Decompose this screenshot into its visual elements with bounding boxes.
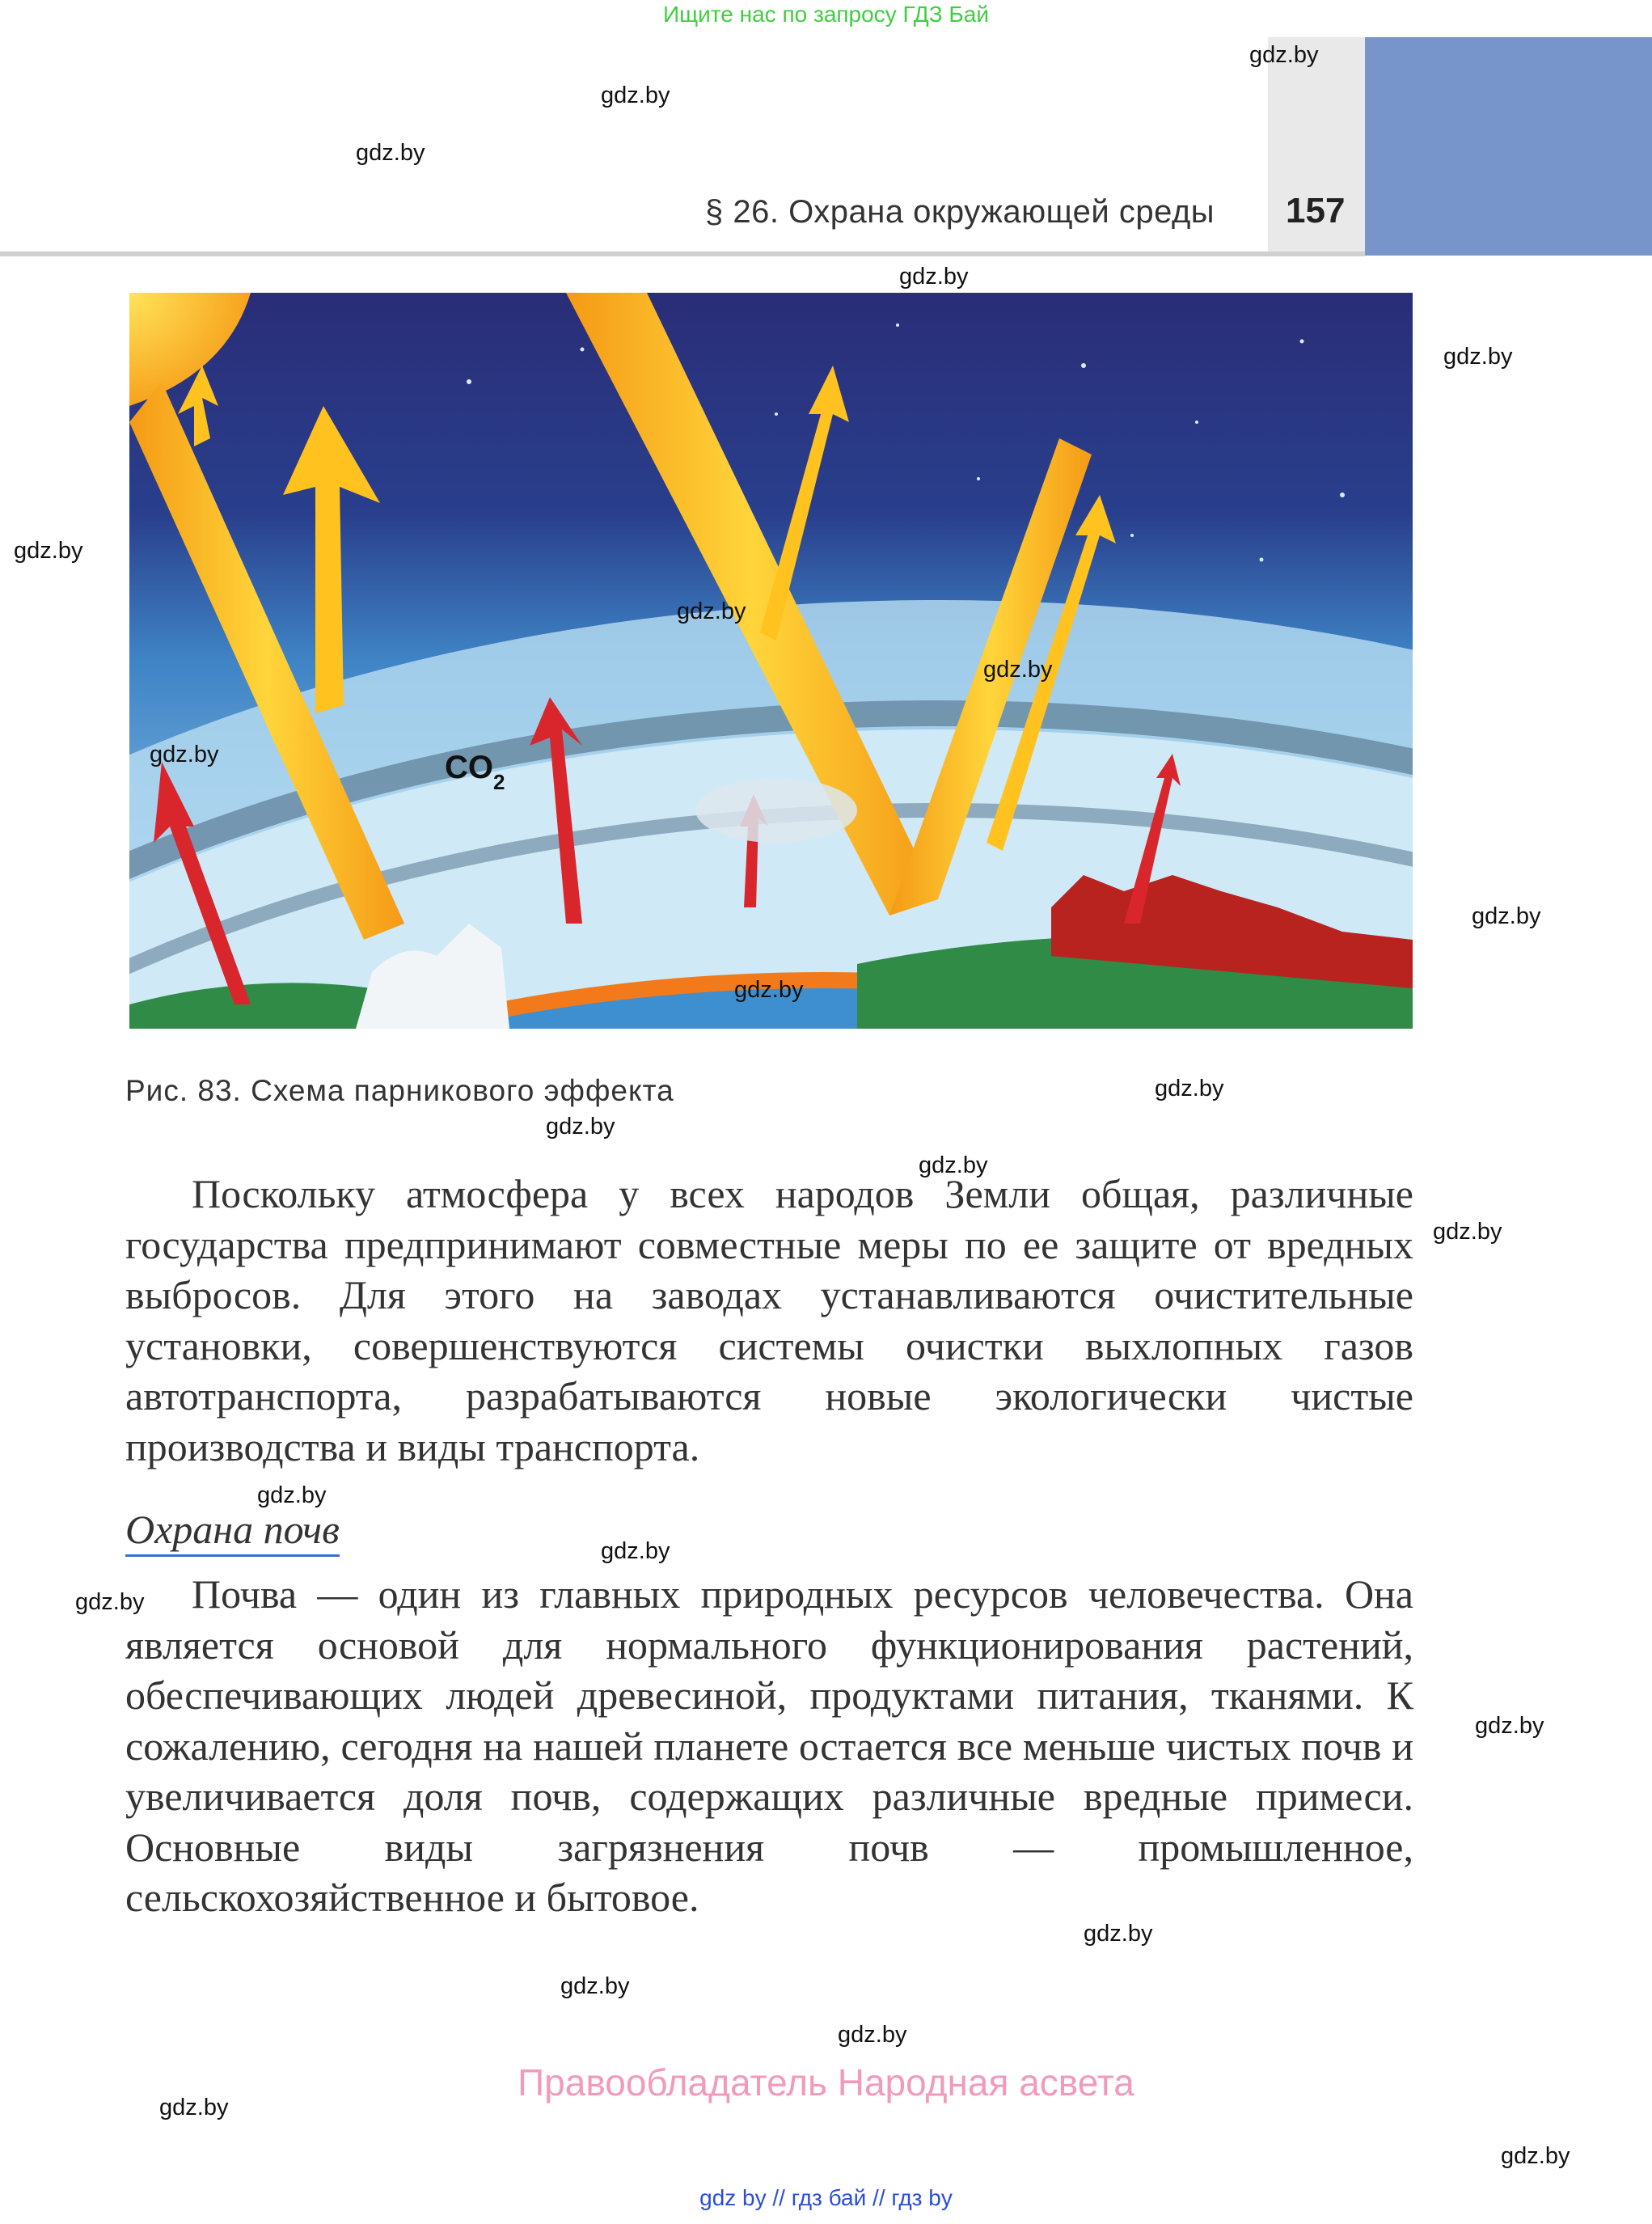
greenhouse-effect-figure <box>129 293 1413 1029</box>
copyright-notice: Правообладатель Народная асвета <box>518 2061 1134 2103</box>
footer-links[interactable]: gdz by // гдз бай // гдз by <box>699 2185 953 2210</box>
watermark: gdz.by <box>899 264 969 290</box>
watermark: gdz.by <box>838 2022 907 2048</box>
watermark: gdz.by <box>75 1589 145 1615</box>
paragraph-atmosphere <box>125 1169 1413 1472</box>
watermark: gdz.by <box>257 1482 327 1508</box>
cloud <box>695 778 857 843</box>
header-divider <box>0 252 1365 256</box>
header-blue-tab <box>1365 37 1652 256</box>
watermark: gdz.by <box>1155 1076 1224 1101</box>
watermark: gdz.by <box>601 82 670 108</box>
search-banner: Ищите нас по запросу ГДЗ Бай <box>662 2 990 27</box>
watermark: gdz.by <box>734 977 804 1003</box>
watermark: gdz.by <box>1249 42 1319 68</box>
co2-subscript: 2 <box>493 770 505 794</box>
paragraph-soil <box>125 1569 1413 1923</box>
page-number: 157 <box>1286 191 1346 230</box>
watermark: gdz.by <box>1472 903 1541 929</box>
watermark: gdz.by <box>560 1973 630 1999</box>
co2-label: CO <box>445 750 493 785</box>
watermark: gdz.by <box>1475 1713 1544 1739</box>
watermark: gdz.by <box>1433 1219 1502 1245</box>
watermark: gdz.by <box>677 598 746 624</box>
watermark: gdz.by <box>1443 344 1513 370</box>
section-title: § 26. Охрана окружающей среды <box>705 194 1215 230</box>
watermark: gdz.by <box>546 1114 615 1139</box>
watermark: gdz.by <box>356 140 425 166</box>
watermark: gdz.by <box>601 1538 670 1564</box>
paragraph-2-text: Почва — один из главных природных ресурсов человечества. Она является основой для нормального функционирования растений, обеспечивающих людей древесиной, продуктами питания, тканями. К сожалению, сегодня на нашей планете остается все меньше чистых почв и увеличивается доля почв, содержащих различные вредные примеси. Основные виды загрязнения почв — промышленное, сельскохозяйственное и бытовое. <box>125 1571 1413 1920</box>
watermark: gdz.by <box>1501 2143 1570 2169</box>
watermark: gdz.by <box>1084 1921 1153 1947</box>
watermark: gdz.by <box>150 742 219 767</box>
paragraph-1-text: Поскольку атмосфера у всех народов Земли общая, различные государства предпринимают совместные меры по ее защите от вредных выбросов. Для этого на заводах устанавливаются очистительные установки, совершенствуются системы очистки выхлопных газов автотранспорта, разрабатываются новые экологически чистые производства и виды транспорта. <box>125 1171 1413 1469</box>
subheading-soil-protection: Охрана почв <box>125 1506 340 1557</box>
watermark: gdz.by <box>983 657 1053 683</box>
figure-caption: Рис. 83. Схема парникового эффекта <box>125 1074 674 1107</box>
watermark: gdz.by <box>919 1152 988 1178</box>
watermark: gdz.by <box>159 2095 229 2120</box>
watermark: gdz.by <box>14 538 83 564</box>
